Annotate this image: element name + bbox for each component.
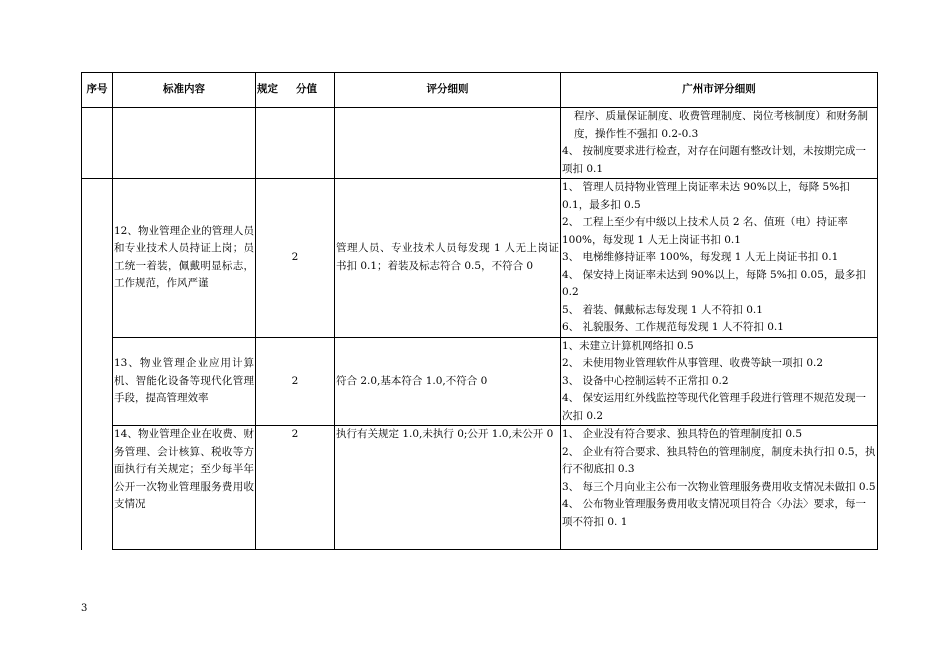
cell-standard: 13、物业管理企业应用计算机、智能化设备等现代化管理手段，提高管理效率: [113, 337, 256, 426]
gz-line: 2、 工程上至少有中级以上技术人员 2 名、值班（电）持证率 100%，每发现 1 人无上岗证书扣 0.1: [562, 216, 848, 246]
cell-rules: 执行有关规定 1.0,未执行 0;公开 1.0,未公开 0: [335, 426, 561, 550]
header-points-value: 分值: [296, 83, 317, 96]
gz-line: 5、 着装、佩戴标志每发现 1 人不符扣 0.1: [562, 303, 763, 316]
gz-line: 程序、质量保证制度、收费管理制度、岗位考核制度）和财务制度，操作性不强扣 0.2-0.3: [574, 110, 868, 140]
cell-guangzhou-rules: [561, 426, 878, 550]
header-points-label: 规定: [257, 83, 278, 96]
header-guangzhou-rules: 广州市评分细则: [561, 73, 878, 108]
cell-standard: 12、物业管理企业的管理人员和专业技术人员持证上岗；员工统一着装，佩戴明显标志，工作规范，作风严谨: [113, 179, 256, 338]
gz-line: 2、 企业有符合要求、独具特色的管理制度，制度未执行扣 0.5，执行不彻底扣 0.3: [562, 445, 876, 475]
cell-rules: 管理人员、专业技术人员每发现 1 人无上岗证书扣 0.1；着装及标志符合 0.5，不符合 0: [335, 179, 561, 338]
cell-guangzhou-rules: [561, 179, 878, 338]
table-row: [82, 179, 878, 338]
header-no: 序号: [82, 73, 113, 108]
table-row-continuation: [82, 108, 878, 179]
table-row: [82, 426, 878, 550]
scoring-table: [81, 72, 878, 550]
gz-line: 4、 按制度要求进行检查，对存在问题有整改计划，未按期完成一项扣 0.1: [562, 145, 867, 175]
gz-line: 4、 保安持上岗证率未达到 90%以上，每降 5%扣 0.05，最多扣 0.2: [562, 268, 866, 298]
gz-line: 3、 每三个月向业主公布一次物业管理服务费用收支情况未做扣 0.5: [562, 480, 876, 493]
cell-points: [256, 108, 335, 179]
header-rules: 评分细则: [335, 73, 561, 108]
cell-standard: 14、物业管理企业在收费、财务管理、会计核算、税收等方面执行有关规定；至少每半年公开一次物业管理服务费用收支情况: [113, 426, 256, 550]
gz-line: 2、 未使用物业管理软件从事管理、收费等缺一项扣 0.2: [562, 357, 824, 369]
cell-points: 2: [256, 426, 335, 550]
page-number: 3: [81, 603, 88, 614]
cell-rules: 符合 2.0,基本符合 1.0,不符合 0: [335, 337, 561, 426]
gz-line: 3、 电梯维修持证率 100%，每发现 1 人无上岗证书扣 0.1: [562, 251, 839, 263]
cell-rules: [335, 108, 561, 179]
cell-points: 2: [256, 337, 335, 426]
cell-no: [82, 108, 113, 179]
gz-line: 1、 管理人员持物业管理上岗证率未达 90%以上，每降 5%扣 0.1，最多扣 0.5: [562, 181, 850, 211]
cell-guangzhou-rules: [561, 337, 878, 426]
table-header-row: [82, 73, 878, 108]
cell-no-merged: [82, 179, 113, 550]
gz-line: 3、 设备中心控制运转不正常扣 0.2: [562, 374, 729, 387]
table-row: [82, 337, 878, 426]
header-standard: 标准内容: [113, 73, 256, 108]
gz-line: 1、 企业没有符合要求、独具特色的管理制度扣 0.5: [562, 428, 803, 440]
gz-line: 6、 礼貌服务、工作规范每发现 1 人不符扣 0.1: [562, 321, 784, 333]
gz-line: 1、未建立计算机网络扣 0.5: [562, 339, 694, 352]
header-points: [256, 73, 335, 108]
cell-guangzhou-rules: [561, 108, 878, 179]
cell-points: 2: [256, 179, 335, 338]
gz-line: 4、 保安运用红外线监控等现代化管理手段进行管理不规范发现一次扣 0.2: [562, 392, 867, 422]
gz-line: 4、 公布物业管理服务费用收支情况项目符合〈办法〉要求，每一项不符扣 0. 1: [562, 498, 867, 528]
cell-standard: [113, 108, 256, 179]
